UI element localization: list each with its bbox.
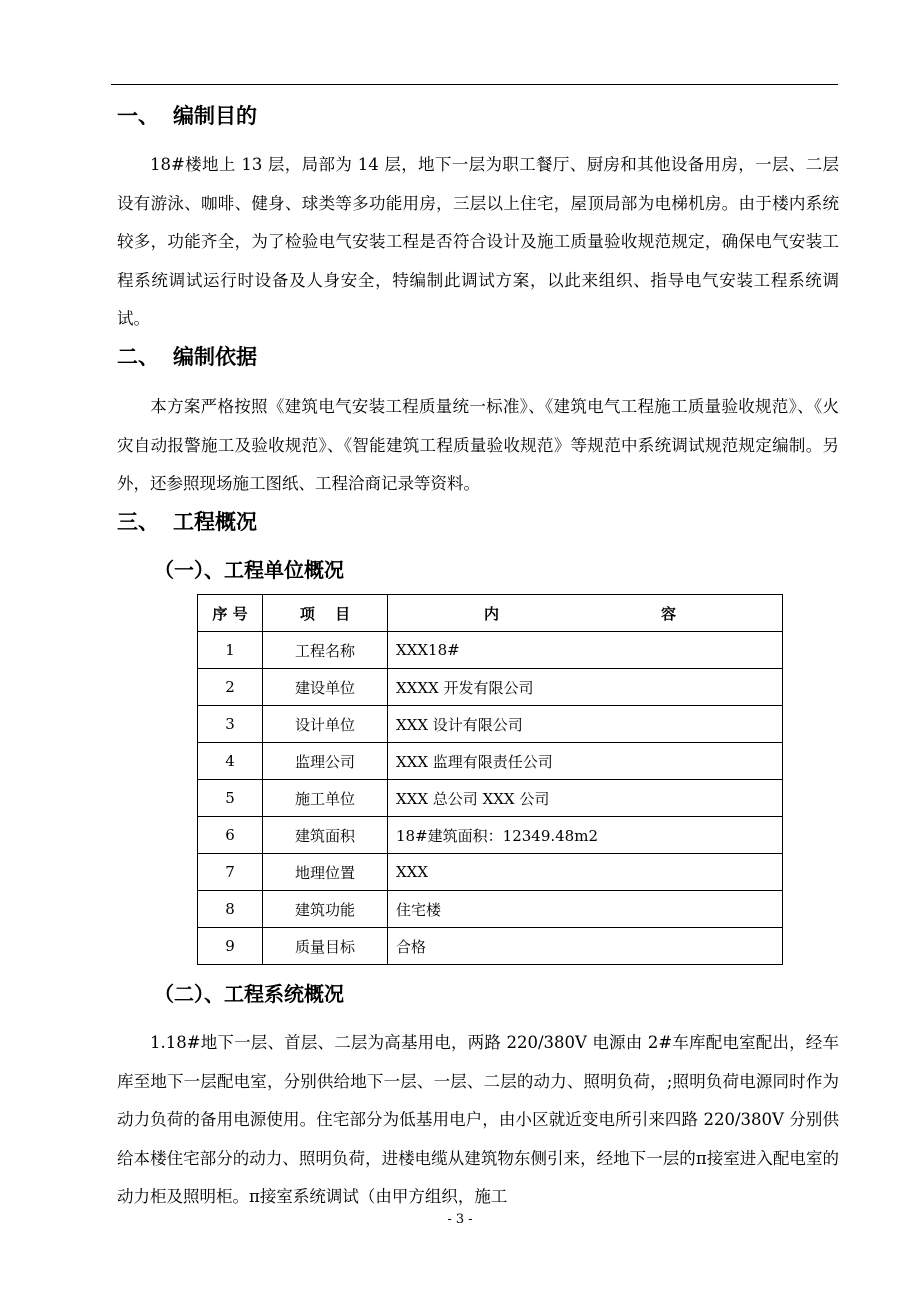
row-content: XXX 设计有限公司: [388, 706, 783, 743]
row-item: 质量目标: [263, 928, 388, 965]
header-content-b: 容: [660, 604, 676, 623]
table-row: [198, 632, 783, 669]
row-content: XXX 监理有限责任公司: [388, 743, 783, 780]
row-no: 4: [198, 743, 263, 780]
section-number: 一、: [117, 104, 159, 128]
basis-text: 本方案严格按照《建筑电气安装工程质量统一标准》、《建筑电气工程施工质量验收规范》、《火灾自动报警施工及验收规范》、《智能建筑工程质量验收规范》等规范中系统调试规范规定编制。另外，还参照现场施工图纸、工程洽商记录等资料。: [117, 397, 839, 493]
row-item: 地理位置: [263, 854, 388, 891]
page-number: - 3 -: [447, 1212, 473, 1227]
row-no: 8: [198, 891, 263, 928]
table-row: [198, 928, 783, 965]
row-content: XXXX 开发有限公司: [388, 669, 783, 706]
section-heading-overview: [117, 508, 257, 536]
table-header-row: [198, 595, 783, 632]
row-item: 工程名称: [263, 632, 388, 669]
section-title: 工程概况: [173, 510, 257, 534]
row-item: 监理公司: [263, 743, 388, 780]
row-no: 9: [198, 928, 263, 965]
table-row: [198, 854, 783, 891]
row-content: XXX 总公司 XXX 公司: [388, 780, 783, 817]
row-item: 建筑功能: [263, 891, 388, 928]
section-title: 编制目的: [173, 104, 257, 128]
row-item: 施工单位: [263, 780, 388, 817]
table-row: [198, 817, 783, 854]
purpose-paragraph: [117, 146, 839, 339]
table-row: [198, 780, 783, 817]
row-no: 2: [198, 669, 263, 706]
basis-paragraph: [117, 388, 839, 504]
section-heading-purpose: [117, 102, 257, 130]
table-row: [198, 669, 783, 706]
header-item: 项 目: [263, 595, 388, 632]
section-heading-basis: [117, 343, 257, 371]
row-content: 合格: [388, 928, 783, 965]
table-row: [198, 706, 783, 743]
header-content: [388, 595, 783, 632]
row-content: XXX: [388, 854, 783, 891]
row-item: 建筑面积: [263, 817, 388, 854]
row-no: 6: [198, 817, 263, 854]
header-no: 序 号: [198, 595, 263, 632]
row-content: 18#建筑面积：12349.48m2: [388, 817, 783, 854]
row-content: 住宅楼: [388, 891, 783, 928]
subsection-heading-units: （一）、工程单位概况: [154, 558, 344, 582]
header-rule: [111, 84, 838, 85]
row-no: 1: [198, 632, 263, 669]
header-content-a: 内: [484, 604, 500, 623]
row-no: 7: [198, 854, 263, 891]
subsection-heading-system: （二）、工程系统概况: [154, 982, 344, 1006]
system-text: 1.18#地下一层、首层、二层为高基用电，两路 220/380V 电源由 2#车库配电室配出，经车库至地下一层配电室，分别供给地下一层、一层、二层的动力、照明负荷，;照明负荷电源同时作为动力负荷的备用电源使用。住宅部分为低基用电户，由小区就近变电所引来四路 220/380V 分别供给本楼住宅部分的动力、照明负荷，进楼电缆从建筑物东侧引来，经地下一层的π接室进入配电室的动力柜及照明柜。π接室系统调试（由甲方组织，施工: [117, 1033, 839, 1206]
row-item: 设计单位: [263, 706, 388, 743]
system-paragraph: [117, 1024, 839, 1217]
row-no: 3: [198, 706, 263, 743]
table-row: [198, 891, 783, 928]
section-title: 编制依据: [173, 345, 257, 369]
row-content: XXX18#: [388, 632, 783, 669]
row-item: 建设单位: [263, 669, 388, 706]
purpose-text: 18#楼地上 13 层，局部为 14 层，地下一层为职工餐厅、厨房和其他设备用房，一层、二层设有游泳、咖啡、健身、球类等多功能用房，三层以上住宅，屋顶局部为电梯机房。由于楼内系统较多，功能齐全，为了检验电气安装工程是否符合设计及施工质量验收规范规定，确保电气安装工程系统调试运行时设备及人身安全，特编制此调试方案，以此来组织、指导电气安装工程系统调试。: [117, 155, 839, 328]
table-row: [198, 743, 783, 780]
project-units-table: [197, 594, 783, 965]
section-number: 二、: [117, 345, 159, 369]
section-number: 三、: [117, 510, 159, 534]
row-no: 5: [198, 780, 263, 817]
